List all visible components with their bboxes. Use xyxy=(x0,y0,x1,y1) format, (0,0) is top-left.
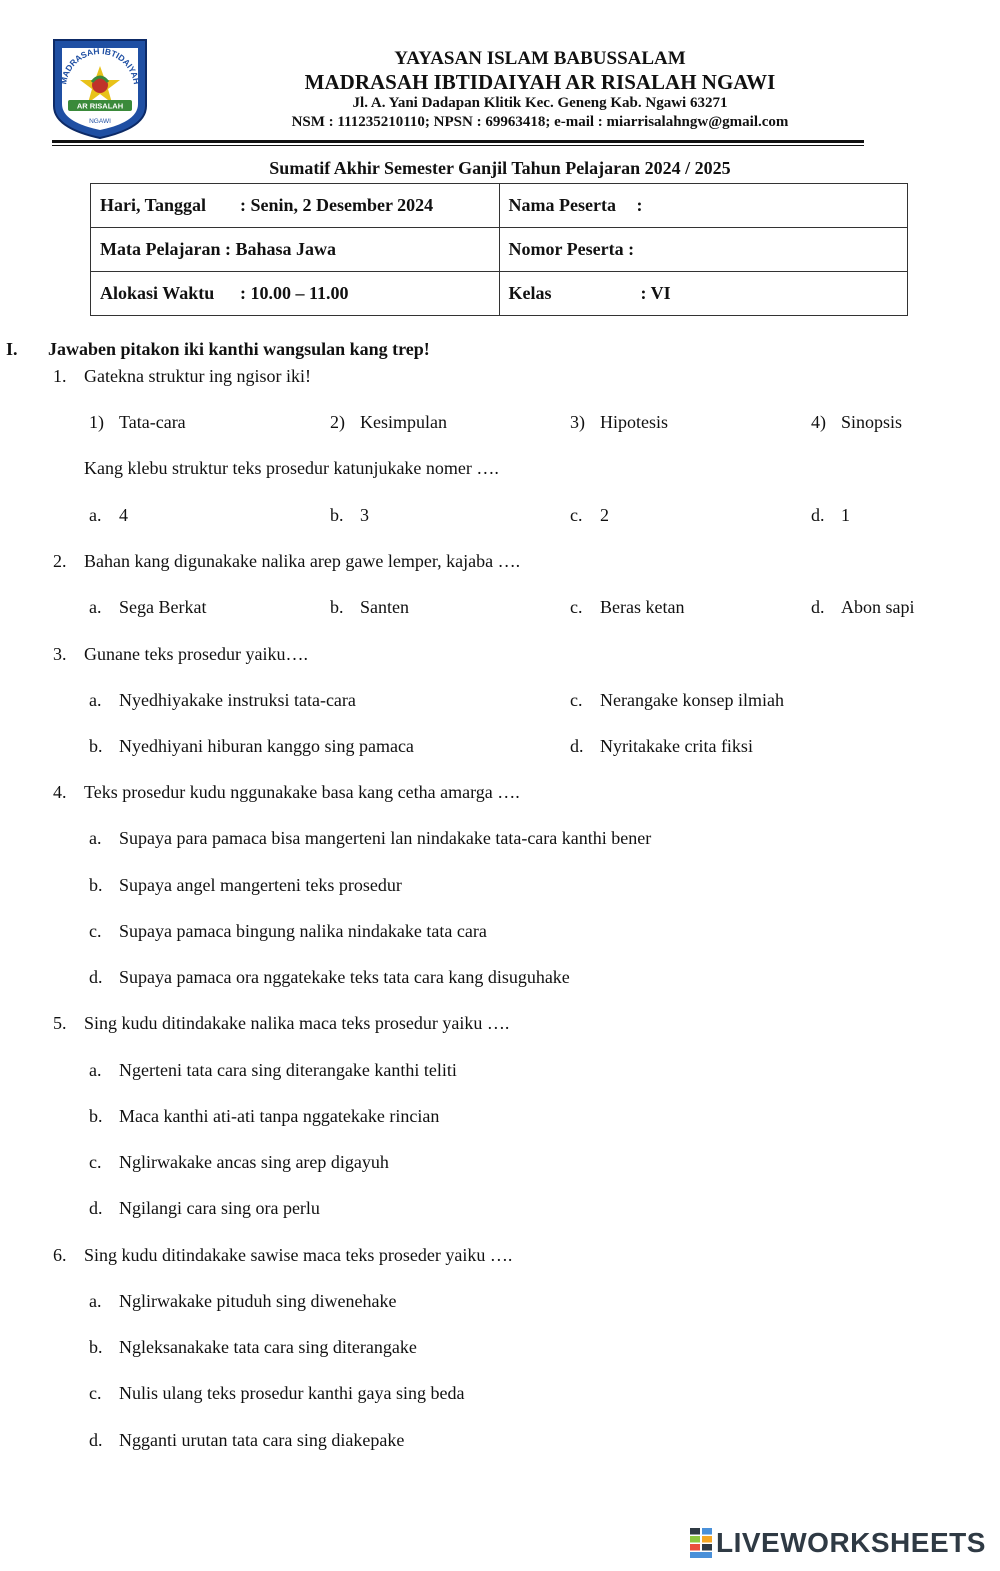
option-key: a. xyxy=(89,1291,102,1311)
letterhead-divider-thick xyxy=(52,140,864,143)
answer-option[interactable] xyxy=(570,736,753,757)
structure-item xyxy=(811,412,902,433)
name-cell[interactable] xyxy=(499,184,908,228)
day-cell xyxy=(91,184,500,228)
option-key: b. xyxy=(89,1337,103,1357)
structure-key: 2) xyxy=(330,412,345,432)
letterhead xyxy=(230,48,850,132)
subject-value: : Bahasa Jawa xyxy=(224,239,336,259)
answer-option[interactable] xyxy=(570,690,784,711)
option-text: Ngleksanakake tata cara sing diterangake xyxy=(119,1337,417,1357)
option-key: c. xyxy=(570,505,583,525)
question-text: Bahan kang digunakake nalika arep gawe lemper, kajaba …. xyxy=(84,551,521,571)
subject-label: Mata Pelajaran xyxy=(100,239,221,259)
option-key: c. xyxy=(570,597,583,617)
answer-option[interactable] xyxy=(89,1060,457,1081)
class-label: Kelas xyxy=(508,283,552,303)
answer-option[interactable] xyxy=(330,597,409,618)
school-contact: NSM : 111235210110; NPSN : 69963418; e-mail : miarrisalahngw@gmail.com xyxy=(291,114,789,130)
number-label: Nomor Peserta xyxy=(508,239,624,259)
day-label: Hari, Tanggal xyxy=(100,195,207,215)
option-text: Supaya pamaca ora nggatekake teks tata cara kang disuguhake xyxy=(119,967,570,987)
option-text: Supaya para pamaca bisa mangerteni lan nindakake tata-cara kanthi bener xyxy=(119,828,652,848)
structure-text: Kesimpulan xyxy=(360,412,447,432)
day-value: : Senin, 2 Desember 2024 xyxy=(240,195,434,215)
answer-option[interactable] xyxy=(811,505,850,526)
subject-cell xyxy=(91,228,500,272)
option-text: Nglirwakake ancas sing arep digayuh xyxy=(119,1152,389,1172)
question-number: 1. xyxy=(53,366,67,386)
answer-option[interactable] xyxy=(330,505,369,526)
question-text: Gunane teks prosedur yaiku…. xyxy=(84,644,308,664)
structure-text: Sinopsis xyxy=(841,412,903,432)
answer-option[interactable] xyxy=(89,875,402,896)
name-label: Nama Peserta xyxy=(508,195,616,215)
number-value: : xyxy=(628,239,635,259)
structure-text: Hipotesis xyxy=(600,412,669,432)
structure-item xyxy=(330,412,447,433)
class-cell xyxy=(499,272,908,316)
time-cell xyxy=(91,272,500,316)
structure-key: 3) xyxy=(570,412,585,432)
structure-key: 1) xyxy=(89,412,104,432)
question-text: Teks prosedur kudu nggunakake basa kang cetha amarga …. xyxy=(84,782,520,802)
question-text: Sing kudu ditindakake nalika maca teks prosedur yaiku …. xyxy=(84,1013,510,1033)
option-text: 3 xyxy=(360,505,369,525)
option-key: c. xyxy=(570,690,583,710)
option-key: b. xyxy=(330,597,344,617)
option-key: c. xyxy=(89,1152,102,1172)
option-text: Nglirwakake pituduh sing diwenehake xyxy=(119,1291,397,1311)
watermark-text: LIVEWORKSHEETS xyxy=(716,1527,986,1558)
foundation-name: YAYASAN ISLAM BABUSSALAM xyxy=(394,48,686,69)
option-key: b. xyxy=(89,736,103,756)
answer-option[interactable] xyxy=(89,505,128,526)
option-key: b. xyxy=(89,875,103,895)
answer-option[interactable] xyxy=(89,690,356,711)
option-text: Maca kanthi ati-ati tanpa nggatekake rincian xyxy=(119,1106,440,1126)
answer-option[interactable] xyxy=(89,1291,396,1312)
answer-option[interactable] xyxy=(89,967,570,988)
answer-option[interactable] xyxy=(89,828,651,849)
answer-option[interactable] xyxy=(811,597,915,618)
answer-option[interactable] xyxy=(570,597,684,618)
time-label: Alokasi Waktu xyxy=(100,283,215,303)
option-key: a. xyxy=(89,505,102,525)
option-text: Ngganti urutan tata cara sing diakepake xyxy=(119,1430,405,1450)
option-text: Sega Berkat xyxy=(119,597,207,617)
school-logo xyxy=(50,36,150,140)
option-text: Beras ketan xyxy=(600,597,685,617)
structure-key: 4) xyxy=(811,412,826,432)
option-text: Nyedhiyakake instruksi tata-cara xyxy=(119,690,356,710)
option-key: d. xyxy=(89,1430,103,1450)
option-text: Nerangake konsep ilmiah xyxy=(600,690,784,710)
liveworksheets-logo-icon xyxy=(690,1528,712,1558)
option-key: d. xyxy=(89,967,103,987)
option-text: Santen xyxy=(360,597,409,617)
section-number: I. xyxy=(6,339,18,359)
section-title: Jawaben pitakon iki kanthi wangsulan kang trep! xyxy=(48,339,430,359)
option-key: d. xyxy=(89,1198,103,1218)
question-stem: Kang klebu struktur teks prosedur katunjukake nomer …. xyxy=(84,458,499,478)
svg-text:NGAWI: NGAWI xyxy=(89,118,111,125)
option-text: 1 xyxy=(841,505,850,525)
option-text: Abon sapi xyxy=(841,597,915,617)
number-cell[interactable] xyxy=(499,228,908,272)
option-key: a. xyxy=(89,828,102,848)
question-number: 3. xyxy=(53,644,67,664)
school-name: MADRASAH IBTIDAIYAH AR RISALAH NGAWI xyxy=(304,70,776,94)
option-key: b. xyxy=(330,505,344,525)
option-key: c. xyxy=(89,921,102,941)
answer-option[interactable] xyxy=(89,1198,320,1219)
option-key: d. xyxy=(570,736,584,756)
option-key: c. xyxy=(89,1383,102,1403)
answer-option[interactable] xyxy=(89,1337,417,1358)
question-number: 5. xyxy=(53,1013,67,1033)
option-key: a. xyxy=(89,690,102,710)
liveworksheets-watermark[interactable] xyxy=(690,1526,986,1560)
option-text: Ngilangi cara sing ora perlu xyxy=(119,1198,320,1218)
answer-option[interactable] xyxy=(89,1383,464,1404)
option-text: 2 xyxy=(600,505,609,525)
structure-text: Tata-cara xyxy=(119,412,186,432)
answer-option[interactable] xyxy=(89,736,414,757)
option-text: Supaya pamaca bingung nalika nindakake tata cara xyxy=(119,921,487,941)
option-text: Nulis ulang teks prosedur kanthi gaya sing beda xyxy=(119,1383,465,1403)
question-text: Sing kudu ditindakake sawise maca teks proseder yaiku …. xyxy=(84,1245,513,1265)
answer-option[interactable] xyxy=(89,1152,389,1173)
letterhead-divider-thin xyxy=(52,145,864,146)
option-text: 4 xyxy=(119,505,128,525)
answer-option[interactable] xyxy=(89,921,487,942)
option-key: d. xyxy=(811,505,825,525)
option-key: a. xyxy=(89,597,102,617)
question-number: 6. xyxy=(53,1245,67,1265)
class-value: : VI xyxy=(640,283,671,303)
option-key: a. xyxy=(89,1060,102,1080)
option-key: b. xyxy=(89,1106,103,1126)
identity-table xyxy=(90,183,908,316)
structure-item xyxy=(570,412,668,433)
answer-option[interactable] xyxy=(89,1106,439,1127)
answer-option[interactable] xyxy=(89,1430,404,1451)
option-text: Nyedhiyani hiburan kanggo sing pamaca xyxy=(119,736,414,756)
school-address: Jl. A. Yani Dadapan Klitik Kec. Geneng Kab. Ngawi 63271 xyxy=(352,95,728,111)
question-number: 4. xyxy=(53,782,67,802)
question-number: 2. xyxy=(53,551,67,571)
svg-text:MADRASAH IBTIDAIYAH: MADRASAH IBTIDAIYAH xyxy=(58,45,142,86)
option-key: d. xyxy=(811,597,825,617)
answer-option[interactable] xyxy=(89,597,206,618)
answer-option[interactable] xyxy=(570,505,609,526)
svg-text:AR RISALAH: AR RISALAH xyxy=(76,101,124,111)
option-text: Ngerteni tata cara sing diterangake kanthi teliti xyxy=(119,1060,457,1080)
exam-title: Sumatif Akhir Semester Ganjil Tahun Pelajaran 2024 / 2025 xyxy=(269,158,731,178)
question-text: Gatekna struktur ing ngisor iki! xyxy=(84,366,311,386)
time-value: : 10.00 – 11.00 xyxy=(240,283,349,303)
name-value: : xyxy=(636,195,643,215)
structure-item xyxy=(89,412,186,433)
option-text: Supaya angel mangerteni teks prosedur xyxy=(119,875,402,895)
option-text: Nyritakake crita fiksi xyxy=(600,736,753,756)
